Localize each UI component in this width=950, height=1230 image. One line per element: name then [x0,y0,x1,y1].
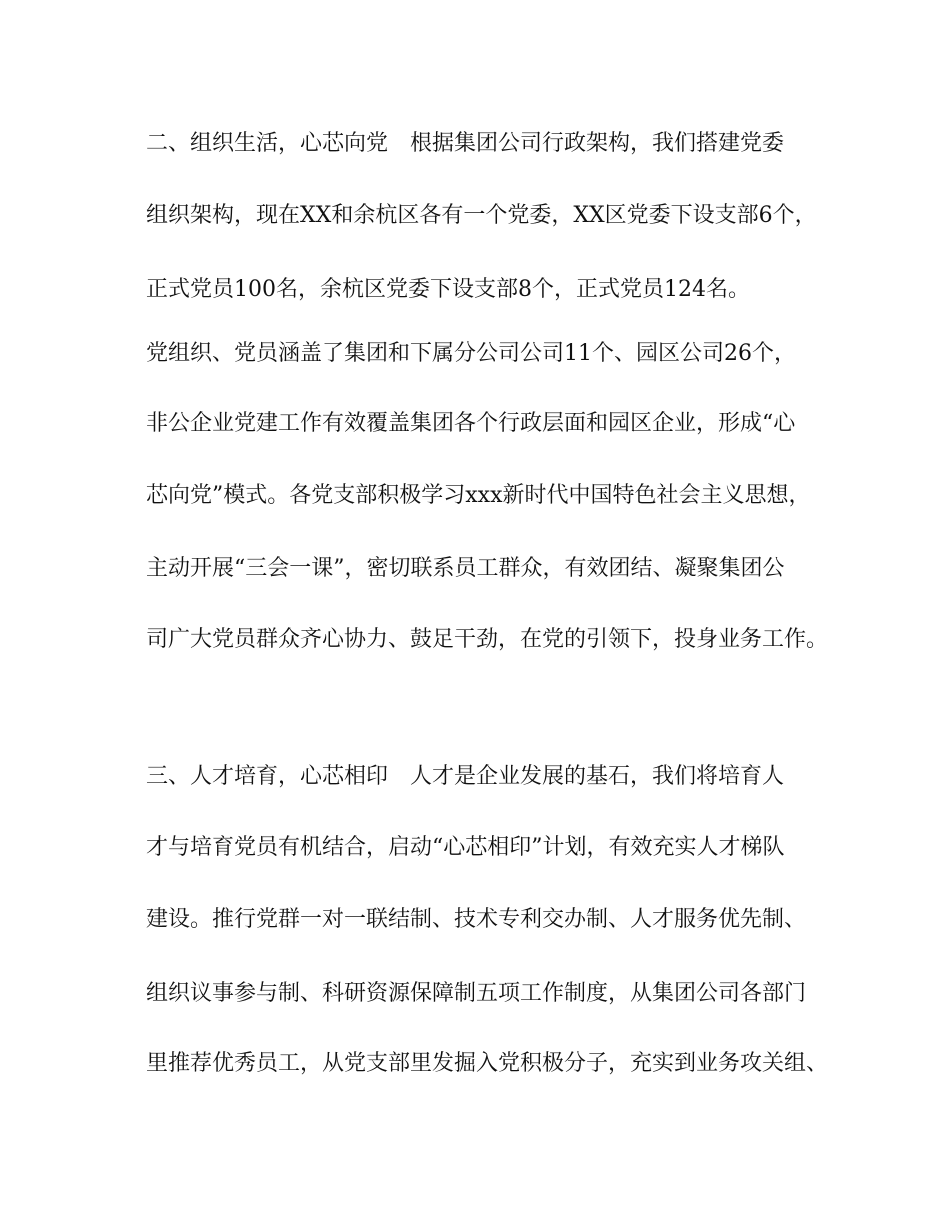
section-3-line-1: 三、人才培育，心芯相印 人才是企业发展的基石，我们将培育人 [146,764,785,789]
section-2-line-6: 芯向党”模式。各党支部积极学习xxx新时代中国特色社会主义思想， [146,483,811,508]
section-2-line-2: 组织架构，现在XX和余杭区各有一个党委，XX区党委下设支部6个， [146,203,817,228]
section-3-line-4: 组织议事参与制、科研资源保障制五项工作制度，从集团公司各部门 [146,981,807,1006]
section-2-line-7: 主动开展“三会一课”，密切联系员工群众，有效团结、凝聚集团公 [146,556,785,581]
section-3-line-2: 才与培育党员有机结合，启动“心芯相印”计划，有效充实人才梯队 [146,835,785,860]
section-2-line-1: 二、组织生活，心芯向党 根据集团公司行政架构，我们搭建党委 [146,131,785,156]
section-2-line-8: 司广大党员群众齐心协力、鼓足干劲，在党的引领下，投身业务工作。 [146,627,829,652]
section-3-line-3: 建设。推行党群一对一联结制、技术专利交办制、人才服务优先制、 [146,907,807,932]
section-2-line-3: 正式党员100名，余杭区党委下设支部8个，正式党员124名。 [146,277,750,302]
section-3-line-5: 里推荐优秀员工，从党支部里发掘入党积极分子，充实到业务攻关组、 [146,1051,829,1076]
section-2-line-5: 非公企业党建工作有效覆盖集团各个行政层面和园区企业，形成“心 [146,411,796,436]
section-2-line-4: 党组织、党员涵盖了集团和下属分公司公司11个、园区公司26个， [146,341,796,366]
